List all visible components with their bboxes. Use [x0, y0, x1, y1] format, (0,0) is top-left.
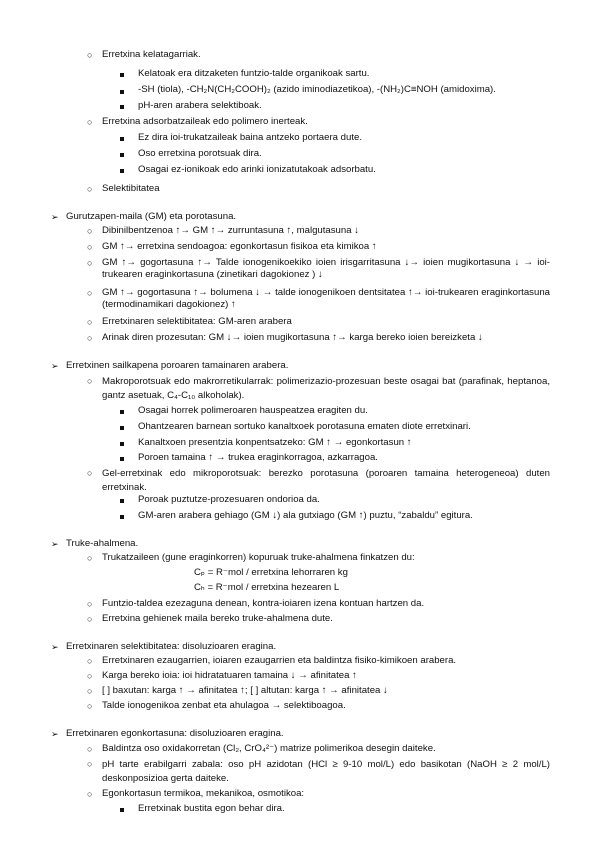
section-heading: Gurutzapen-maila (GM) eta porotasuna.	[66, 211, 237, 222]
square-bullet-icon	[120, 137, 124, 141]
square-bullet-icon	[120, 73, 124, 77]
list-item: Osagai ez-ionikoak edo arinki ionizatutakoak adsorbatu.	[138, 164, 376, 175]
circle-bullet-icon: ○	[87, 599, 93, 609]
list-item: Baldintza oso oxidakorretan (Cl₂, CrO₄²⁻) matrize polimerikoa desegin daiteke.	[102, 743, 436, 754]
list-item: Ez dira ioi-trukatzaileak baina antzeko portaera dute.	[138, 132, 362, 143]
arrow-bullet-icon: ➢	[51, 361, 59, 371]
list-item: Funtzio-taldea ezezaguna denean, kontra-ioiaren izena kontuan hartzen da.	[102, 598, 425, 609]
circle-bullet-icon: ○	[87, 226, 93, 236]
list-item: GM ↑→ gogortasuna ↑→ Talde ionogenikoekiko ioien irisgarritasuna ↓→ ioien mugikortasuna ↓ → ioi-trukearen eraginkortasuna (zinetikari dagokionez ) ↓	[102, 257, 550, 280]
square-bullet-icon	[120, 442, 124, 446]
square-bullet-icon	[120, 105, 124, 109]
circle-bullet-icon: ○	[87, 376, 93, 386]
circle-bullet-icon: ○	[87, 184, 93, 194]
list-item: Osagai horrek polimeroaren hauspeatzea eragiten du.	[138, 405, 368, 416]
list-item: Erretxina adsorbatzaileak edo polimero inerteak.	[102, 116, 308, 127]
list-item: Erretxinak bustita egon behar dira.	[138, 803, 285, 814]
square-bullet-icon	[120, 515, 124, 519]
section-heading: Erretxinaren egonkortasuna: disoluzioaren eragina.	[66, 728, 284, 739]
list-item: Kelatoak era ditzaketen funtzio-talde organikoak sartu.	[138, 68, 370, 79]
formula-line: Cₚ = R⁻mol / erretxina lehorraren kg	[194, 567, 348, 578]
list-item: Talde ionogenikoa zenbat eta ahulagoa → selektiboagoa.	[102, 700, 346, 711]
list-item: Poroak puztutze-prozesuaren ondorioa da.	[138, 494, 320, 505]
list-item: [ ] baxutan: karga ↑ → afinitatea ↑; [ ] altutan: karga ↑ → afinitatea ↓	[102, 685, 388, 696]
square-bullet-icon	[120, 153, 124, 157]
list-item: Selektibitatea	[102, 183, 160, 194]
circle-bullet-icon: ○	[87, 744, 93, 754]
circle-bullet-icon: ○	[87, 117, 93, 127]
list-item: Erretxinaren ezaugarrien, ioiaren ezaugarrien eta baldintza fisiko-kimikoen arabera.	[102, 655, 457, 666]
formula-line: Cₕ = R⁻mol / erretxina hezearen L	[194, 582, 340, 593]
list-item: Gel-erretxinak edo mikroporotsuak: berezko porotasuna (poroaren tamaina heterogeneoa) duten erretxinak.	[102, 468, 550, 493]
list-item: GM-aren arabera gehiago (GM ↓) ala gutxiago (GM ↑) puztu, “zabaldu” egitura.	[138, 510, 473, 521]
square-bullet-icon	[120, 410, 124, 414]
circle-bullet-icon: ○	[87, 701, 93, 711]
list-item: Trukatzaileen (gune eraginkorren) kopuruak truke-ahalmena finkatzen du:	[102, 552, 415, 563]
arrow-bullet-icon: ➢	[51, 539, 59, 549]
list-item: pH-aren arabera selektiboak.	[138, 100, 262, 111]
list-item: GM ↑→ gogortasuna ↑→ bolumena ↓ → talde ionogenikoen dentsitatea ↑→ ioi-trukearen eraginkortasuna (termodinamikari dagokionez) ↑	[102, 287, 550, 310]
square-bullet-icon	[120, 457, 124, 461]
list-item: Oso erretxina porotsuak dira.	[138, 148, 262, 159]
list-item: pH tarte erabilgarri zabala: oso pH azidotan (HCl ≥ 9-10 mol/L) edo basikotan (NaOH ≥ 2 mol/L) deskonposizioa gerta daiteke.	[102, 759, 550, 784]
list-item: Egonkortasun termikoa, mekanikoa, osmotikoa:	[102, 788, 305, 799]
section-heading: Erretxinen sailkapena poroaren tamainaren arabera.	[66, 360, 289, 371]
list-item: Poroen tamaina ↑ → trukea eraginkorragoa, azkarragoa.	[138, 452, 378, 463]
arrow-bullet-icon: ➢	[51, 642, 59, 652]
circle-bullet-icon: ○	[87, 656, 93, 666]
list-item: Makroporotsuak edo makrorretikularrak: polimerizazio-prozesuan beste osagai bat (parafinak, heptanoa, gantz asetuak, C₄-C₁₀ alkoholak).	[102, 376, 550, 401]
square-bullet-icon	[120, 169, 124, 173]
section-heading: Truke-ahalmena.	[66, 538, 139, 549]
circle-bullet-icon: ○	[87, 789, 93, 799]
list-item: GM ↑→ erretxina sendoagoa: egonkortasun fisikoa eta kimikoa ↑	[102, 241, 377, 252]
circle-bullet-icon: ○	[87, 242, 93, 252]
square-bullet-icon	[120, 90, 124, 94]
circle-bullet-icon: ○	[87, 288, 93, 298]
list-item: Kanaltxoen presentzia konpentsatzeko: GM ↑ → egonkortasun ↑	[138, 437, 412, 448]
square-bullet-icon	[120, 499, 124, 503]
list-item: Arinak diren prozesutan: GM ↓→ ioien mugikortasuna ↑→ karga bereko ioien bereizketa ↓	[102, 332, 483, 343]
list-item: Ohantzearen barnean sortuko kanaltxoek porotasuna ematen diote erretxinari.	[138, 421, 471, 432]
square-bullet-icon	[120, 426, 124, 430]
circle-bullet-icon: ○	[87, 468, 93, 478]
list-item: Erretxina gehienek maila bereko truke-ahalmena dute.	[102, 613, 333, 624]
arrow-bullet-icon: ➢	[51, 212, 59, 222]
arrow-bullet-icon: ➢	[51, 729, 59, 739]
circle-bullet-icon: ○	[87, 686, 93, 696]
circle-bullet-icon: ○	[87, 258, 93, 268]
section-heading: Erretxinaren selektibitatea: disoluzioaren eragina.	[66, 641, 277, 652]
list-item: Erretxina kelatagarriak.	[102, 49, 201, 60]
list-item: Dibinilbentzenoa ↑→ GM ↑→ zurruntasuna ↑, malgutasuna ↓	[102, 225, 360, 236]
list-item: Karga bereko ioia: ioi hidratatuaren tamaina ↓ → afinitatea ↑	[102, 670, 357, 681]
circle-bullet-icon: ○	[87, 553, 93, 563]
circle-bullet-icon: ○	[87, 317, 93, 327]
circle-bullet-icon: ○	[87, 50, 93, 60]
list-item: -SH (tiola), -CH₂N(CH₂COOH)₂ (azido iminodiazetikoa), -(NH₂)C≡NOH (amidoxima).	[138, 84, 496, 95]
circle-bullet-icon: ○	[87, 671, 93, 681]
square-bullet-icon	[120, 808, 124, 812]
circle-bullet-icon: ○	[87, 759, 93, 769]
circle-bullet-icon: ○	[87, 614, 93, 624]
circle-bullet-icon: ○	[87, 333, 93, 343]
list-item: Erretxinaren selektibitatea: GM-aren arabera	[102, 316, 292, 327]
